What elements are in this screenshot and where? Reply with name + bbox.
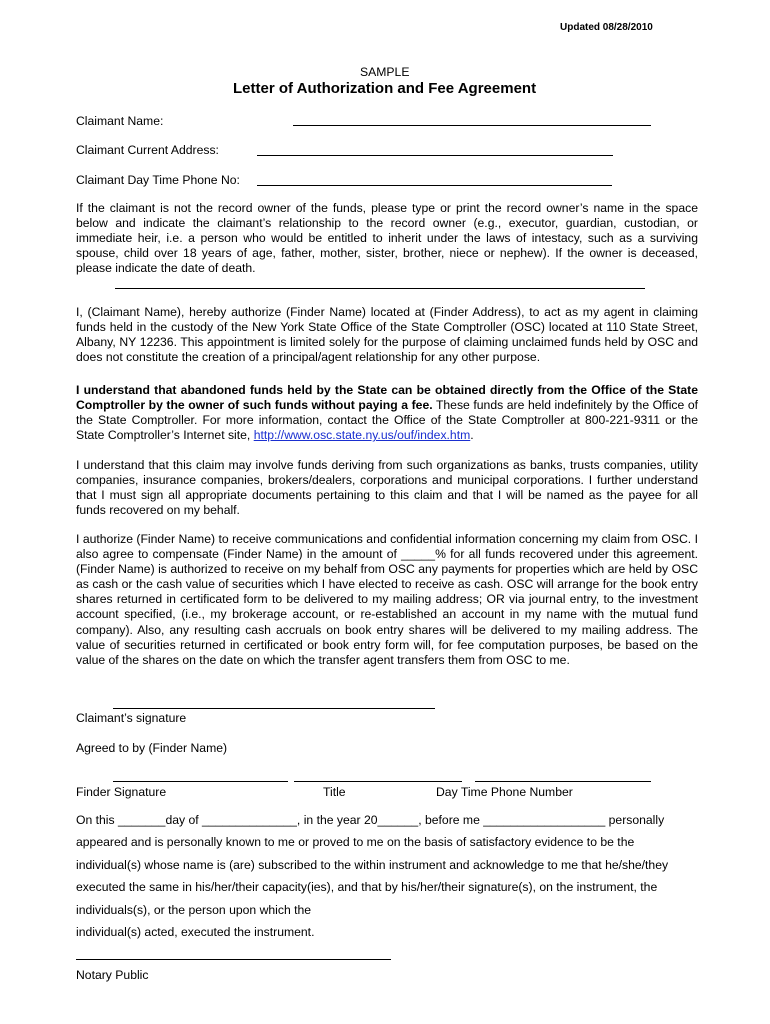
claim-funds-paragraph: I understand that this claim may involve funds deriving from such organizations as banks, trusts companies, utility companies, insurance companies, brokers/dealers, corporations and municipal corporations. I further understand that I must sign all appropriate documents pertaining to this claim and that I will be named as the payee for all funds recovered on my behalf. <box>76 458 698 518</box>
claimant-signature-line[interactable] <box>113 708 435 709</box>
finder-phone-line[interactable] <box>475 781 651 782</box>
notary-line-3: individual(s) whose name is (are) subscribed to the within instrument and acknowledge to me that he/she/they <box>76 858 669 872</box>
finder-signature-line[interactable] <box>113 781 288 782</box>
agreed-by-label: Agreed to by (Finder Name) <box>76 741 228 755</box>
notary-line-1: On this _______day of ______________, in the year 20______, before me __________________ personally <box>76 813 665 827</box>
abandoned-funds-end: . <box>470 428 474 443</box>
sample-label: SAMPLE <box>360 65 410 79</box>
claimant-address-label: Claimant Current Address: <box>76 143 219 157</box>
notary-line-6: individual(s) acted, executed the instrument. <box>76 925 315 939</box>
notary-signature-line[interactable] <box>76 959 391 960</box>
record-owner-paragraph: If the claimant is not the record owner of the funds, please type or print the record owner’s name in the space below and indicate the claimant’s relationship to the record owner (e.g., executor, guardian, custodian, or immediate heir, i.e. a person who would be entitled to inherit under the laws of intestacy, such as a surviving spouse, child over 18 years of age, father, mother, sister, brother, niece or nephew). If the owner is deceased, please indicate the date of death. <box>76 201 698 276</box>
page-title: Letter of Authorization and Fee Agreement <box>233 80 537 97</box>
claimant-signature-label: Claimant’s signature <box>76 711 187 725</box>
notary-line-4: executed the same in his/her/their capacity(ies), and that by his/her/their signature(s), on the instrument, the <box>76 880 658 894</box>
osc-website-link[interactable]: http://www.osc.state.ny.us/ouf/index.htm <box>253 428 471 443</box>
finder-title-line[interactable] <box>294 781 462 782</box>
notary-line-5: individuals(s), or the person upon which the <box>76 903 312 917</box>
authorization-paragraph: I, (Claimant Name), hereby authorize (Finder Name) located at (Finder Address), to act as my agent in claiming funds held in the custody of the New York State Office of the State Comptroller (OSC) located at 110 State Street, Albany, NY 12236. This appointment is limited solely for the purpose of claiming unclaimed funds held by OSC and does not constitute the creation of a principal/agent relationship for any other purpose. <box>76 305 698 365</box>
updated-date: Updated 08/28/2010 <box>560 22 653 33</box>
claimant-address-line[interactable] <box>257 155 613 156</box>
claimant-name-line[interactable] <box>293 125 651 126</box>
finder-signature-label: Finder Signature <box>76 785 167 799</box>
claimant-name-label: Claimant Name: <box>76 114 164 128</box>
claimant-phone-label: Claimant Day Time Phone No: <box>76 173 240 187</box>
notary-line-2: appeared and is personally known to me or proved to me on the basis of satisfactory evidence to be the <box>76 835 635 849</box>
notary-public-label: Notary Public <box>76 968 149 982</box>
compensation-paragraph: I authorize (Finder Name) to receive communications and confidential information concerning my claim from OSC. I also agree to compensate (Finder Name) in the amount of _____% for all funds recovered under this agreement. (Finder Name) is authorized to receive on my behalf from OSC any payments for properties which are held by OSC as cash or the cash value of securities which I have elected to receive as cash. OSC will arrange for the book entry shares returned in certificated form to be delivered to my mailing address; OR via journal entry, to the investment account specified, (i.e., my brokerage account, or re-established an account in my name with the mutual fund company). Also, any resulting cash accruals on book entry shares will be delivered to my mailing address. The value of securities returned in certificated or book entry form will, for fee computation purposes, be based on the value of the shares on the date on which the transfer agent transfers them from OSC to me. <box>76 532 698 667</box>
abandoned-funds-paragraph <box>76 383 698 443</box>
abandoned-funds-bold: I understand that abandoned funds held by the State can be obtained directly from the Office of the State Comptroller by the owner of such funds without paying a fee. <box>76 383 698 413</box>
finder-title-label: Title <box>323 785 346 799</box>
record-owner-line[interactable] <box>115 288 645 289</box>
abandoned-funds-text: These funds are held indefinitely by the Office of the State Comptroller. For more information, contact the Office of the State Comptroller at 800-221-9311 or the State Comptroller’s Internet site, <box>76 398 698 443</box>
claimant-phone-line[interactable] <box>257 185 612 186</box>
finder-phone-label: Day Time Phone Number <box>436 785 573 799</box>
